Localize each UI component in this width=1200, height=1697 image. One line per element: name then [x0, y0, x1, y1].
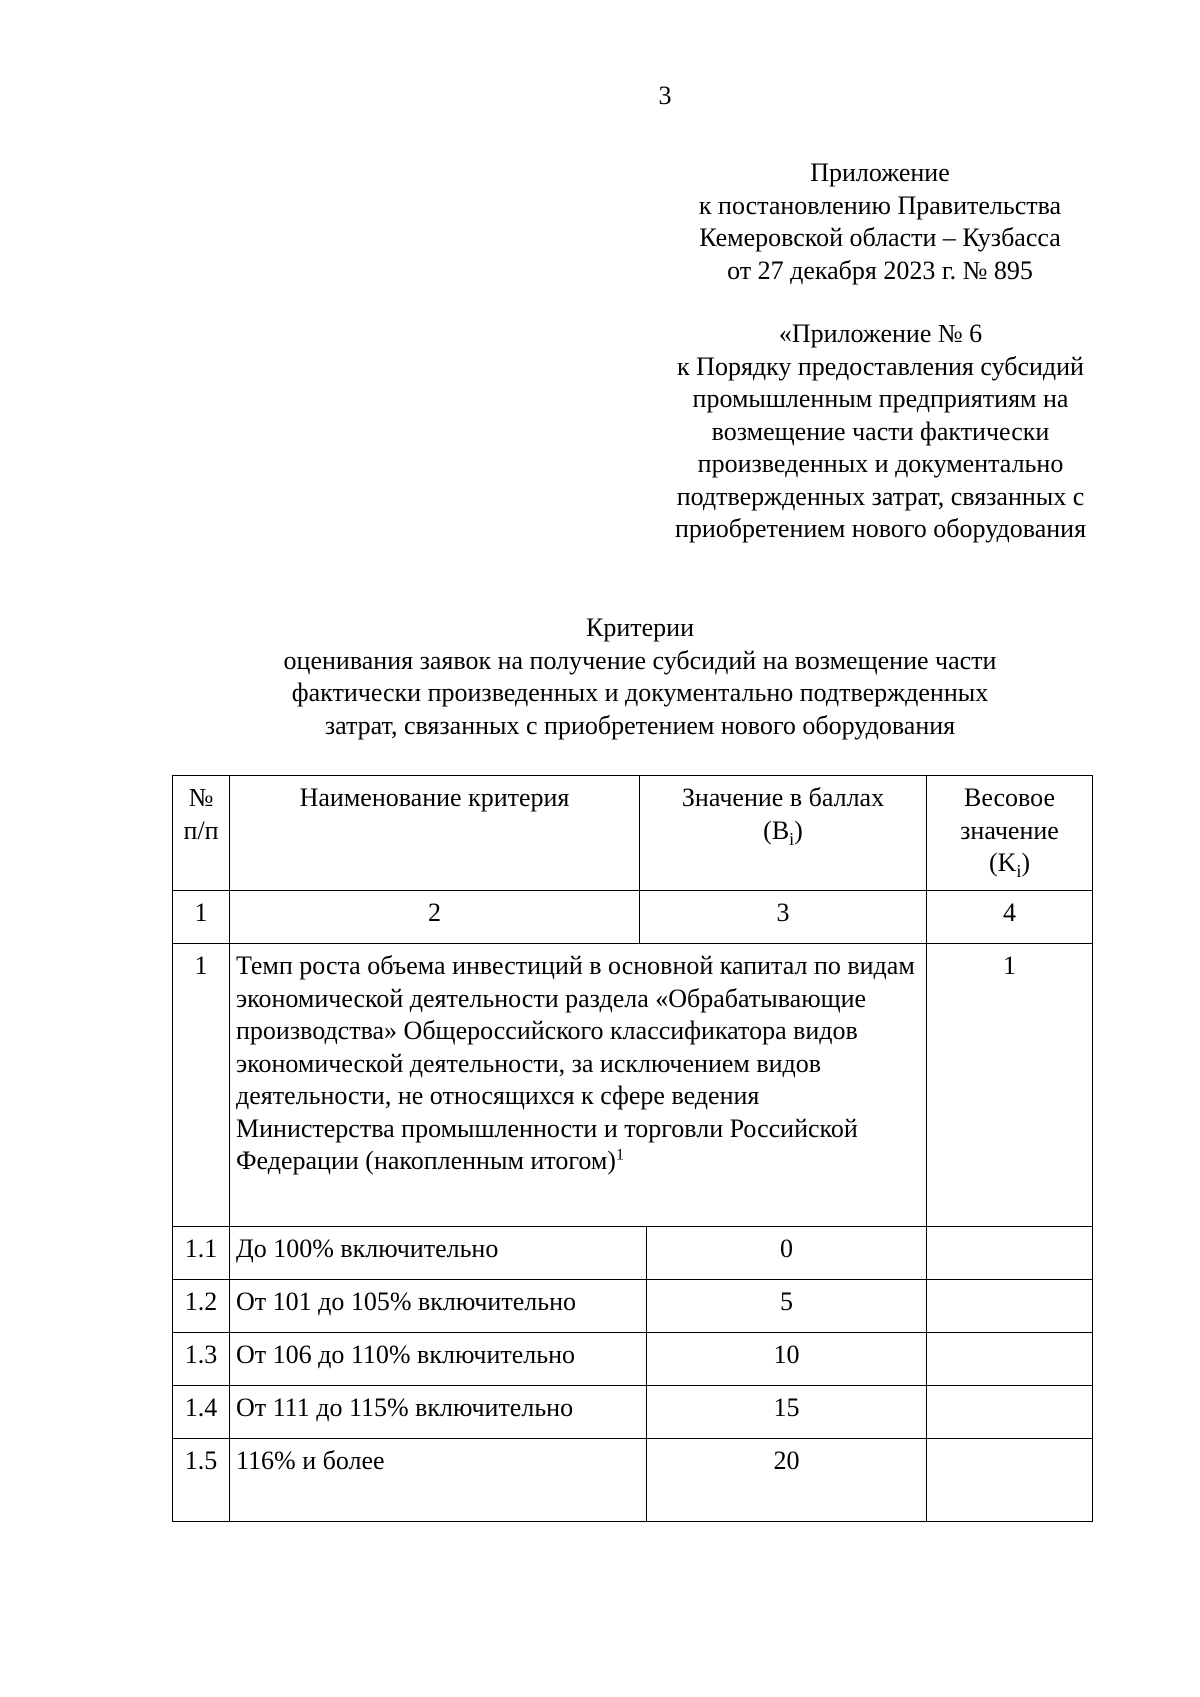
appendix-6-line: подтвержденных затрат, связанных с — [676, 481, 1085, 511]
header-number — [173, 776, 230, 891]
row-score: 10 — [647, 1333, 927, 1386]
row-number: 1.1 — [173, 1227, 230, 1280]
header-weight-close: ) — [1021, 848, 1031, 877]
table-row — [173, 1386, 1093, 1439]
criterion-text — [230, 944, 927, 1227]
title-line: затрат, связанных с приобретением нового оборудования — [324, 710, 956, 740]
row-weight — [927, 1386, 1093, 1439]
title-line: фактически произведенных и документально подтвержденных — [291, 678, 989, 707]
header-weight-line: Весовое — [963, 783, 1056, 812]
appendix-6-header — [628, 318, 1133, 546]
criterion-text-body: Темп роста объема инвестиций в основной капитал по видам экономической деятельности раздела «Обрабатывающие производства» Общероссийского классификатора видов экономической деятельности, за исключением видов деятельности, не относящихся к сфере ведения Министерства промышленности и торговли Российской Федерации (накопленным итогом) — [236, 951, 915, 1175]
appendix-header — [640, 157, 1120, 287]
table-index-row — [173, 891, 1093, 944]
row-number: 1.3 — [173, 1333, 230, 1386]
index-cell: 1 — [173, 891, 230, 944]
row-weight — [927, 1439, 1093, 1522]
header-score — [640, 776, 927, 891]
header-weight-symbol — [933, 847, 1086, 880]
index-cell: 3 — [640, 891, 927, 944]
title-line: оценивания заявок на получение субсидий на возмещение части — [283, 645, 997, 675]
header-weight-sub: i — [1016, 861, 1022, 882]
table-row — [173, 1439, 1093, 1522]
index-cell: 4 — [927, 891, 1093, 944]
table-header-row — [173, 776, 1093, 891]
table-row — [173, 1333, 1093, 1386]
row-name: От 101 до 105% включительно — [230, 1280, 647, 1333]
header-criterion-name-text: Наименование критерия — [299, 783, 570, 812]
table-row — [173, 1280, 1093, 1333]
header-number-line: п/п — [183, 815, 219, 845]
header-weight-line: значение — [960, 815, 1059, 845]
appendix-6-line: «Приложение № 6 — [778, 319, 983, 348]
appendix-6-line: возмещение части фактически — [711, 416, 1050, 446]
row-name: До 100% включительно — [230, 1227, 647, 1280]
row-name: От 111 до 115% включительно — [230, 1386, 647, 1439]
appendix-6-line: приобретением нового оборудования — [674, 514, 1087, 543]
criteria-table — [172, 775, 1093, 1522]
row-score: 5 — [647, 1280, 927, 1333]
header-weight-open: (K — [988, 848, 1017, 877]
row-weight — [927, 1227, 1093, 1280]
appendix-6-line: произведенных и документально — [697, 449, 1064, 478]
appendix-6-line: промышленным предприятиям на — [692, 384, 1069, 413]
row-name: От 106 до 110% включительно — [230, 1333, 647, 1386]
title-line: Критерии — [586, 613, 694, 642]
row-number: 1.2 — [173, 1280, 230, 1333]
row-number: 1.4 — [173, 1386, 230, 1439]
appendix-header-line: от 27 декабря 2023 г. № 895 — [727, 255, 1033, 285]
row-score: 0 — [647, 1227, 927, 1280]
row-number: 1.5 — [173, 1439, 230, 1522]
header-score-close: ) — [794, 815, 803, 845]
header-criterion-name — [230, 776, 640, 891]
table-row — [173, 1227, 1093, 1280]
row-score: 20 — [647, 1439, 927, 1522]
header-score-symbol — [646, 815, 920, 848]
criterion-footnote: 1 — [615, 1146, 624, 1164]
index-cell: 2 — [230, 891, 640, 944]
row-weight — [927, 1333, 1093, 1386]
row-name: 116% и более — [230, 1439, 647, 1522]
header-score-line: Значение в баллах — [681, 783, 885, 812]
header-weight — [927, 776, 1093, 891]
criterion-weight: 1 — [927, 944, 1093, 1227]
appendix-6-line: к Порядку предоставления субсидий — [677, 351, 1084, 381]
row-weight — [927, 1280, 1093, 1333]
header-number-line: № — [188, 783, 214, 812]
page-number: 3 — [658, 81, 672, 110]
appendix-header-line: к постановлению Правительства — [698, 190, 1062, 220]
document-title — [140, 612, 1140, 742]
header-score-sub: i — [789, 828, 795, 849]
appendix-header-line: Кемеровской области – Кузбасса — [699, 223, 1061, 252]
criterion-number: 1 — [173, 944, 230, 1227]
header-score-open: (B — [763, 815, 790, 845]
appendix-header-line: Приложение — [810, 158, 950, 187]
row-score: 15 — [647, 1386, 927, 1439]
table-row — [173, 944, 1093, 1227]
